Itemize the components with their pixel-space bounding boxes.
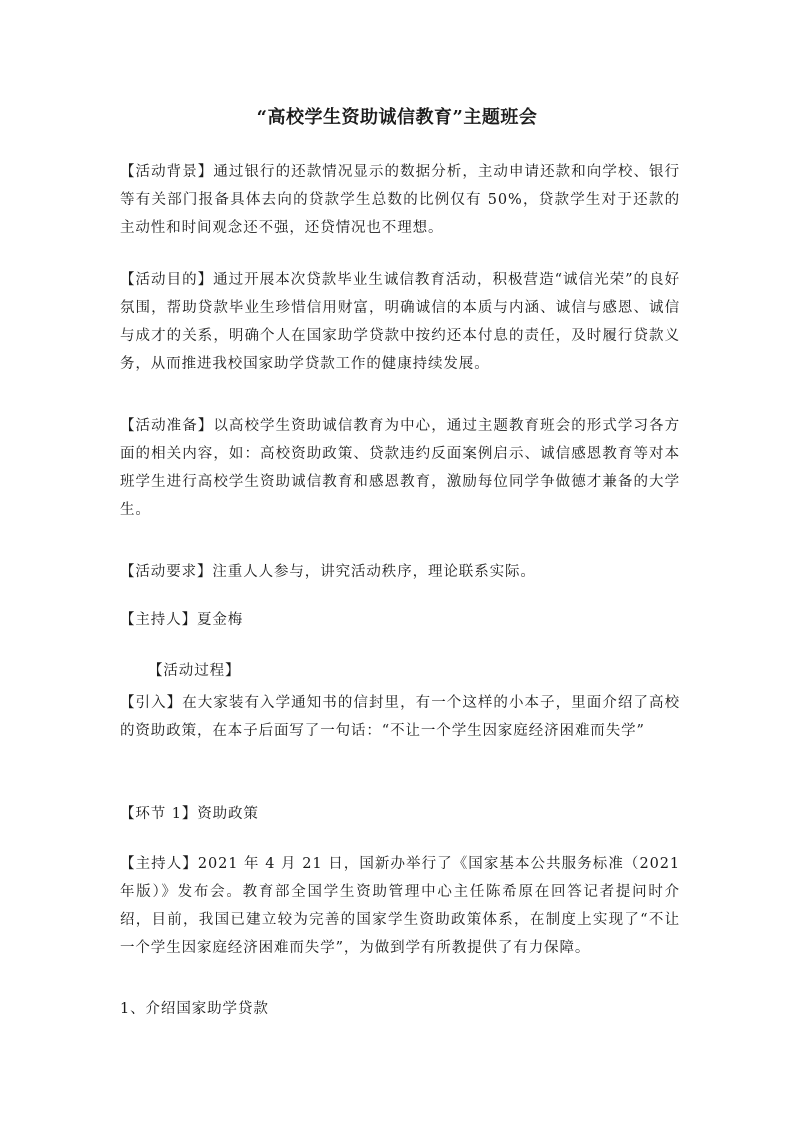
section-heading-step-1: 【环节 1】资助政策 (120, 806, 259, 822)
list-item-student-loan: 1、介绍国家助学贷款 (120, 1001, 269, 1017)
page-title: “高校学生资助诚信教育”主题班会 (256, 107, 538, 128)
paragraph-host-remarks: 【主持人】2021 年 4 月 21 日，国新办举行了《国家基本公共服务标准（2021 年版）》发布会。教育部全国学生资助管理中心主任陈希原在回答记者提问时介绍，目前，我国已建立较为完善的国家学生资助政策体系，在制度上实现了“不让一个学生因家庭经济困难而失学”，为做到学有所教提供了有力保障。 (120, 856, 680, 956)
section-heading-process: 【活动过程】 (148, 663, 241, 679)
paragraph-introduction: 【引入】在大家装有入学通知书的信封里，有一个这样的小本子，里面介绍了高校的资助政策，在本子后面写了一句话：“不让一个学生因家庭经济困难而失学” (120, 695, 680, 739)
paragraph-purpose: 【活动目的】通过开展本次贷款毕业生诚信教育活动，积极营造“诚信光荣”的良好氛围，帮助贷款毕业生珍惜信用财富，明确诚信的本质与内涵、诚信与感恩、诚信与成才的关系，明确个人在国家助学贷款中按约还本付息的责任，及时履行贷款义务，从而推进我校国家助学贷款工作的健康持续发展。 (120, 272, 680, 372)
paragraph-requirements: 【活动要求】注重人人参与，讲究活动秩序，理论联系实际。 (120, 564, 536, 580)
paragraph-host: 【主持人】夏金梅 (120, 612, 244, 628)
paragraph-preparation: 【活动准备】以高校学生资助诚信教育为中心，通过主题教育班会的形式学习各方面的相关内容，如：高校资助政策、贷款违约反面案例启示、诚信感恩教育等对本班学生进行高校学生资助诚信教育和感恩教育，激励每位同学争做德才兼备的大学生。 (120, 418, 680, 518)
paragraph-background: 【活动背景】通过银行的还款情况显示的数据分析，主动申请还款和向学校、银行等有关部门报备具体去向的贷款学生总数的比例仅有 50%，贷款学生对于还款的主动性和时间观念还不强，还贷情况也不理想。 (120, 164, 680, 236)
